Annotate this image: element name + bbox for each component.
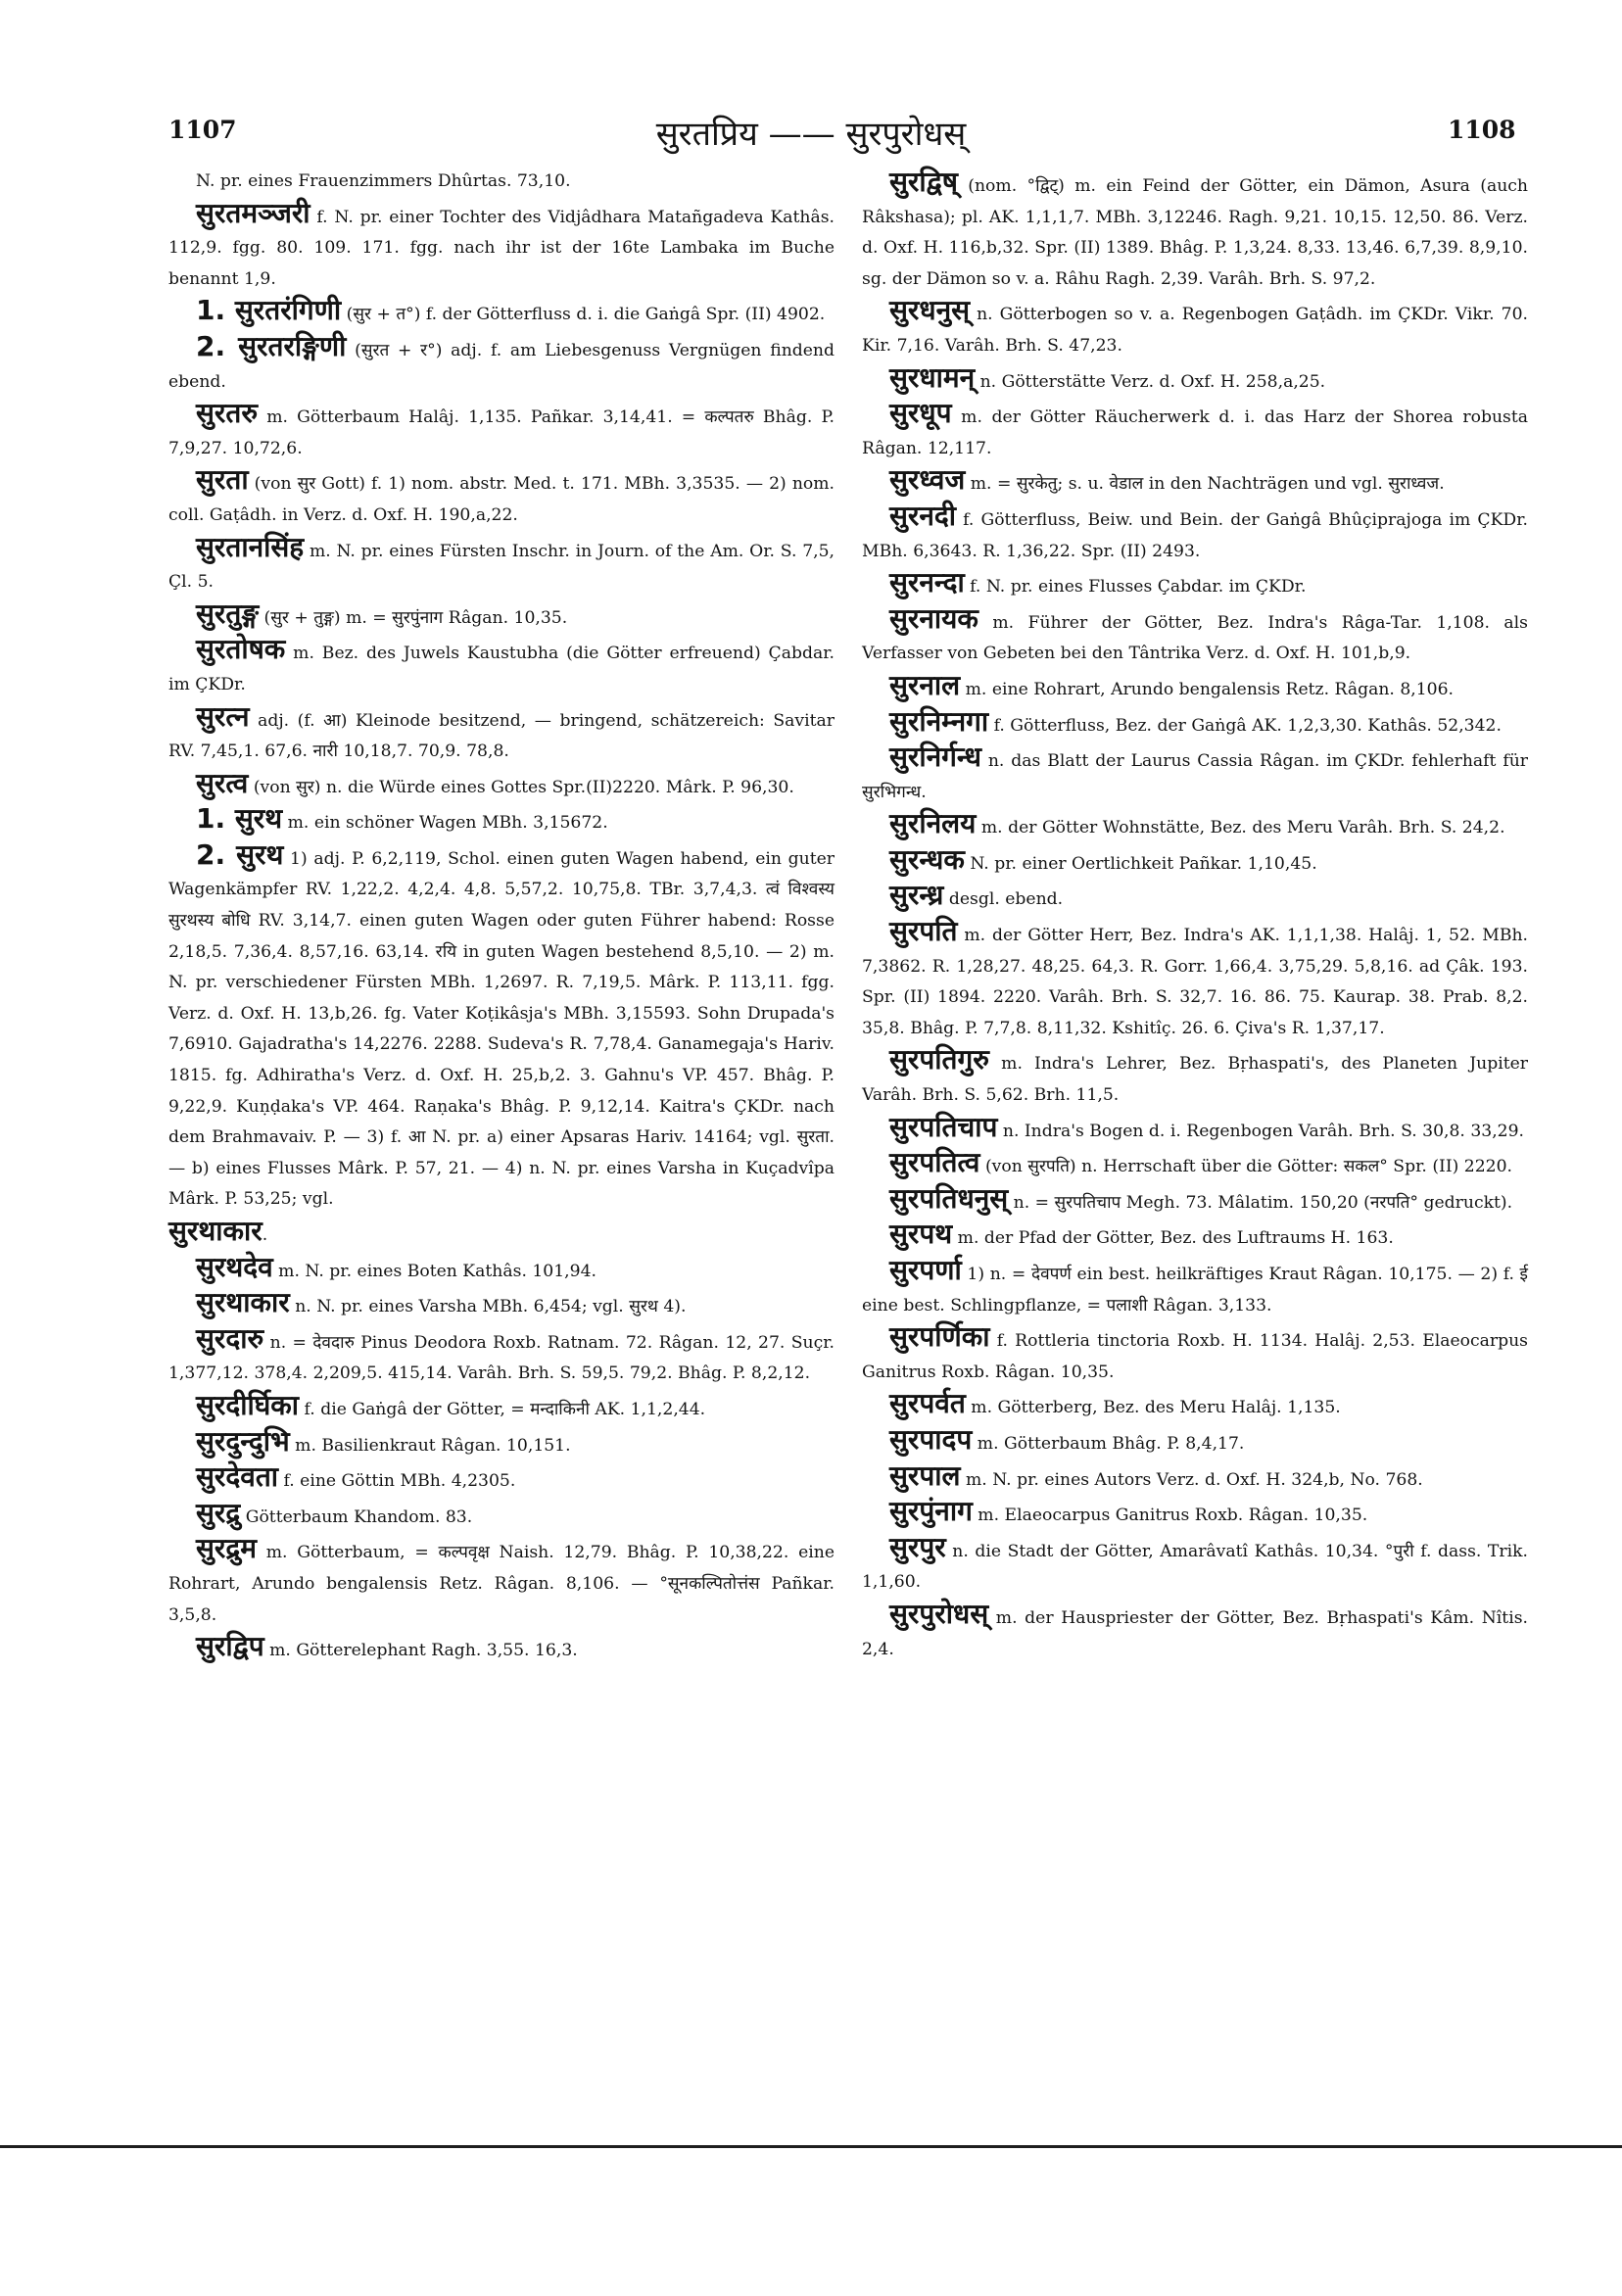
entry-headword: सुरनन्दा	[889, 566, 965, 599]
entry-text: m. Führer der Götter, Bez. Indra's Râga-Tar. 1,108. als Verfasser von Gebeten bei den Tântrika Verz. d. Oxf. H. 101,b,9.	[862, 612, 1528, 664]
entry-headword: सुरद्रु	[196, 1496, 241, 1529]
dictionary-entry	[862, 1532, 1528, 1599]
left-column	[168, 167, 835, 1667]
dictionary-entry	[862, 398, 1528, 464]
entry-headword: सुरपतिचाप	[889, 1110, 998, 1143]
entry-text: m. der Götter Räucherwerk d. i. das Harz der Shorea robusta Râgan. 12,117.	[862, 407, 1528, 458]
entry-text: f. Götterfluss, Beiw. und Bein. der Gaṅgâ Bhûçiprajoga im ÇKDr. MBh. 6,3643. R. 1,36,22. Spr. (II) 2493.	[862, 509, 1528, 561]
dictionary-entry	[862, 1147, 1528, 1183]
entry-headword: सुरधामन्	[889, 360, 976, 394]
dictionary-entry	[168, 701, 835, 768]
dictionary-entry	[862, 1321, 1528, 1388]
entry-text: f. N. pr. eines Flusses Çabdar. im ÇKDr.	[964, 577, 1307, 598]
entry-text: n. = देवदारु Pinus Deodora Roxb. Ratnam. 72. Râgan. 12, 27. Suçr. 1,377,12. 378,4. 2,209,5. 415,14. Varâh. Brh. S. 59,5. 79,2. Bhâg. P. 8,2,12.	[168, 1332, 835, 1384]
dictionary-entry	[862, 808, 1528, 844]
dictionary-entry	[168, 532, 835, 598]
dictionary-entry	[862, 1219, 1528, 1255]
entry-headword: सुरधनुस्	[889, 294, 971, 327]
dictionary-entry	[862, 567, 1528, 603]
entry-text: n. Indra's Bogen d. i. Regenbogen Varâh. Brh. S. 30,8. 33,29.	[997, 1121, 1525, 1141]
entry-text: (von सुरपति) n. Herrschaft über die Götter: सकल° Spr. (II) 2220.	[979, 1157, 1512, 1177]
entry-text: f. eine Göttin MBh. 4,2305.	[278, 1471, 516, 1492]
entry-headword: सुरनिर्गन्ध	[889, 741, 981, 774]
entry-text: n. Götterbogen so v. a. Regenbogen Gaṭâdh. im ÇKDr. Vikr. 70. Kir. 7,16. Varâh. Brh. S. 47,23.	[862, 305, 1528, 356]
entry-headword: सुरदारु	[196, 1321, 264, 1355]
right-column	[862, 167, 1528, 1665]
entry-headword: सुरनायक	[889, 601, 978, 635]
dictionary-entry	[862, 295, 1528, 361]
page-number-right: 1108	[1448, 116, 1516, 144]
entry-text: desgl. ebend.	[943, 889, 1064, 910]
entry-text: m. der Götter Herr, Bez. Indra's AK. 1,1,1,38. Halâj. 1, 52. MBh. 7,3862. R. 1,28,27. 48,25. 64,3. R. Gorr. 1,66,4. 3,75,29. 5,8,16. ad Çâk. 193. Spr. (II) 1894. 2220. Varâh. Brh. S. 32,7. 16. 86. 75. Kaurap. 38. Prab. 8,2. 35,8. Bhâg. P. 7,7,8. 8,11,32. Kshitîç. 26. 6. Çiva's R. 1,37,17.	[862, 926, 1528, 1038]
dictionary-entry	[862, 603, 1528, 670]
entry-text: .	[262, 1225, 268, 1245]
entry-headword: सुरपर्णिका	[889, 1320, 990, 1354]
entry-headword: सुरतरु	[196, 397, 259, 430]
entry-headword: सुरथाकार	[168, 1215, 262, 1247]
dictionary-entry	[862, 1424, 1528, 1460]
entry-text: adj. (f. आ) Kleinode besitzend, — bringend, schätzereich: Savitar RV. 7,45,1. 67,6. नारी 10,18,7. 70,9. 78,8.	[168, 710, 835, 762]
entry-headword: सुरपुंनाग	[889, 1495, 973, 1528]
entry-text: 1) adj. P. 6,2,119, Schol. einen guten Wagen habend, ein guter Wagenkämpfer RV. 1,22,2. 4,2,4. 4,8. 5,57,2. 10,75,8. TBr. 3,7,4,3. त्वं विश्वस्य सुरथस्य बोधि RV. 3,14,7. einen guten Wagen oder guten Führer habend: Rosse 2,18,5. 7,36,4. 8,57,16. 63,14. रयि in guten Wagen bestehend 8,5,10. — 2) m. N. pr. verschiedener Fürsten MBh. 1,2697. R. 7,19,5. Mârk. P. 113,11. fgg. Verz. d. Oxf. H. 13,b,26. fg. Vater Koṭikâsja's MBh. 3,15593. Sohn Drupada's 7,6910. Gajadratha's 14,2276. 2288. Sudeva's R. 7,78,4. Ganamegaja's Hariv. 1815. fg. Adhiratha's Verz. d. Oxf. H. 25,b,2. 3. Gahnu's VP. 457. Bhâg. P. 9,22,9. Kuṇḍaka's VP. 464. Raṇaka's Bhâg. P. 9,12,14. Kaitra's ÇKDr. nach dem Brahmavaiv. P. — 3) f. आ N. pr. a) einer Apsaras Hariv. 14164; vgl. सुरता. — b) eines Flusses Mârk. P. 57, 21. — 4) n. N. pr. eines Varsha in Kuçadvîpa Mârk. P. 53,25; vgl.	[168, 848, 835, 1210]
dictionary-entry	[862, 706, 1528, 742]
dictionary-entry	[168, 1252, 835, 1288]
entry-headword: सुरपति	[889, 915, 958, 948]
entry-text: f. N. pr. einer Tochter des Vidjâdhara Matañgadeva Kathâs. 112,9. fgg. 80. 109. 171. fgg. nach ihr ist der 16te Lambaka im Buche benannt 1,9.	[168, 207, 835, 289]
entry-headword: सुरपादप	[889, 1422, 973, 1456]
entry-headword: सुरपतिगुरु	[889, 1043, 990, 1076]
entry-text: 1) n. = देवपर्ण ein best. heilkräftiges Kraut Râgan. 10,175. — 2) f. ई eine best. Schlingpflanze, = पलाशी Râgan. 3,133.	[862, 1265, 1528, 1315]
running-title: सुरतप्रिय —— सुरपुरोधस्	[655, 115, 967, 154]
entry-text: (सुर + त°) f. der Götterfluss d. i. die Gaṅgâ Spr. (II) 4902.	[341, 305, 826, 325]
entry-headword: सुरतोषक	[196, 633, 286, 666]
dictionary-entry	[168, 1461, 835, 1498]
entry-headword: सुरत्व	[196, 766, 249, 799]
entry-headword: 2. सुरथ	[196, 837, 284, 871]
entry-text: m. der Hauspriester der Götter, Bez. Bṛhaspati's Kâm. Nîtis. 2,4.	[862, 1607, 1528, 1659]
entry-headword: सुरद्रुम	[196, 1532, 257, 1565]
dictionary-entry	[862, 1599, 1528, 1665]
entry-text: m. N. pr. eines Autors Verz. d. Oxf. H. 324,b, No. 768.	[960, 1469, 1423, 1490]
page-header	[0, 110, 1622, 159]
entry-text: (सुर + तुङ्ग) m. = सुरपुंनाग Râgan. 10,35.	[259, 607, 568, 628]
entry-headword: सुरदीर्घिका	[196, 1388, 300, 1421]
dictionary-entry	[168, 1631, 835, 1667]
entry-headword: सुरन्धक	[889, 842, 965, 876]
dictionary-entry	[168, 598, 835, 635]
dictionary-entry	[168, 1426, 835, 1462]
entry-text: n. N. pr. eines Varsha MBh. 6,454; vgl. सुरथ 4).	[289, 1297, 687, 1317]
entry-headword: सुरनाल	[889, 668, 961, 701]
entry-headword: सुरदेवता	[196, 1460, 279, 1494]
entry-text: m. ein schöner Wagen MBh. 3,15672.	[282, 813, 608, 834]
entry-headword: सुरपतित्व	[889, 1146, 980, 1179]
entry-text: m. der Götter Wohnstätte, Bez. des Meru Varâh. Brh. S. 24,2.	[976, 818, 1505, 838]
entry-headword: सुरद्विप	[196, 1630, 264, 1663]
entry-text: (von सुर) n. die Würde eines Gottes Spr.(II)2220. Mârk. P. 96,30.	[248, 777, 794, 797]
dictionary-entry	[168, 331, 835, 398]
dictionary-entry	[862, 670, 1528, 706]
entry-headword: 2. सुरतरङ्गिणी	[196, 329, 347, 362]
entry-headword: सुरपुरोधस्	[889, 1597, 989, 1630]
entry-headword: सुरपाल	[889, 1459, 961, 1492]
entry-headword: 1. सुरथ	[196, 802, 283, 836]
dictionary-entry	[168, 1216, 835, 1252]
dictionary-entry	[168, 398, 835, 464]
entry-text: n. das Blatt der Laurus Cassia Râgan. im ÇKDr. fehlerhaft für सुरभिगन्ध.	[862, 751, 1528, 802]
dictionary-entry	[862, 1388, 1528, 1424]
entry-headword: सुरथाकार	[196, 1286, 290, 1319]
page-number-left: 1107	[168, 116, 237, 144]
dictionary-entry	[168, 1287, 835, 1323]
entry-text: m. Götterbaum Halâj. 1,135. Pañkar. 3,14,41. = कल्पतरु Bhâg. P. 7,9,27. 10,72,6.	[168, 407, 835, 458]
dictionary-entry	[862, 1255, 1528, 1321]
entry-text: n. = सुरपतिचाप Megh. 73. Mâlatim. 150,20 (नरपति° gedruckt).	[1008, 1192, 1513, 1213]
entry-text: f. die Gaṅgâ der Götter, = मन्दाकिनी AK. 1,1,2,44.	[299, 1399, 706, 1419]
entry-text: m. Götterbaum Bhâg. P. 8,4,17.	[972, 1433, 1245, 1454]
bottom-rule	[0, 2145, 1622, 2148]
dictionary-entry	[168, 634, 835, 700]
dictionary-entry	[168, 1498, 835, 1534]
entry-headword: सुरपुर	[889, 1530, 946, 1563]
entry-headword: सुरतमञ्जरी	[196, 196, 310, 229]
entry-text: Götterbaum Khandom. 83.	[240, 1507, 473, 1527]
entry-headword: सुरपथ	[889, 1218, 953, 1251]
dictionary-entry	[862, 362, 1528, 399]
entry-text: m. Bez. des Juwels Kaustubha (die Götter erfreuend) Çabdar. im ÇKDr.	[168, 644, 835, 694]
entry-text: N. pr. eines Frauenzimmers Dhûrtas. 73,10.	[196, 171, 571, 191]
entry-headword: सुरपर्णा	[889, 1254, 962, 1286]
dictionary-entry	[168, 803, 835, 839]
dictionary-entry	[168, 198, 835, 296]
entry-text: m. Götterelephant Ragh. 3,55. 16,3.	[263, 1641, 578, 1661]
dictionary-entry	[862, 1496, 1528, 1532]
dictionary-entry	[862, 844, 1528, 881]
dictionary-entry	[168, 839, 835, 1216]
entry-text: m. Götterbaum, = कल्पवृक्ष Naish. 12,79. Bhâg. P. 10,38,22. eine Rohrart, Arundo bengalensis Retz. Râgan. 8,106. — °सूनकल्पितोत्तंस Pañkar. 3,5,8.	[168, 1543, 835, 1625]
entry-headword: सुरन्ध्र	[889, 879, 944, 912]
dictionary-entry	[862, 1112, 1528, 1148]
dictionary-entry	[168, 1533, 835, 1631]
dictionary-entry	[168, 1390, 835, 1426]
entry-text: (सुरत + र°) adj. f. am Liebesgenuss Vergnügen findend ebend.	[168, 340, 835, 392]
entry-headword: सुरद्विष्	[889, 166, 958, 198]
entry-text: f. Rottleria tinctoria Roxb. H. 1134. Halâj. 2,53. Elaeocarpus Ganitrus Roxb. Râgan. 10,35.	[862, 1331, 1528, 1382]
dictionary-entry	[862, 167, 1528, 295]
dictionary-entry	[862, 741, 1528, 808]
dictionary-entry	[168, 464, 835, 531]
dictionary-entry	[168, 295, 835, 331]
entry-text: (von सुर Gott) f. 1) nom. abstr. Med. t. 171. MBh. 3,3535. — 2) nom. coll. Gaṭâdh. in Verz. d. Oxf. H. 190,a,22.	[168, 474, 835, 525]
dictionary-entry	[168, 1323, 835, 1390]
entry-headword: सुरधूप	[889, 397, 952, 430]
entry-text: n. die Stadt der Götter, Amarâvatî Kathâs. 10,34. °पुरी f. dass. Trik. 1,1,60.	[862, 1541, 1528, 1593]
dictionary-entry	[862, 880, 1528, 916]
dictionary-entry	[862, 916, 1528, 1044]
entry-text: m. der Pfad der Götter, Bez. des Luftraums H. 163.	[952, 1228, 1394, 1249]
dictionary-entry	[862, 1183, 1528, 1220]
dictionary-entry	[862, 501, 1528, 567]
entry-text: m. Basilienkraut Râgan. 10,151.	[289, 1435, 571, 1456]
entry-text: m. eine Rohrart, Arundo bengalensis Retz. Râgan. 8,106.	[960, 679, 1455, 699]
entry-text: N. pr. einer Oertlichkeit Pañkar. 1,10,45.	[964, 853, 1317, 874]
entry-headword: सुरता	[196, 463, 249, 497]
entry-headword: सुरतानसिंह	[196, 530, 305, 563]
entry-text: m. N. pr. eines Boten Kathâs. 101,94.	[272, 1261, 596, 1281]
entry-headword: सुरदुन्दुभि	[196, 1424, 290, 1458]
entry-headword: सुरनिलय	[889, 807, 977, 840]
dictionary-entry	[168, 768, 835, 804]
dictionary-entry	[168, 167, 835, 198]
entry-headword: सुरनिम्नगा	[889, 704, 989, 738]
entry-headword: 1. सुरतरंगिणी	[196, 294, 342, 327]
entry-text: m. N. pr. eines Fürsten Inschr. in Journ. of the Am. Or. S. 7,5, Çl. 5.	[168, 541, 835, 593]
entry-text: (nom. °द्विट्) m. ein Feind der Götter, ein Dämon, Asura (auch Râkshasa); pl. AK. 1,1,1,7. MBh. 3,12246. Ragh. 9,21. 10,15. 12,50. 86. Verz. d. Oxf. H. 116,b,32. Spr. (II) 1389. Bhâg. P. 1,3,24. 8,33. 13,46. 6,7,39. 8,9,10. sg. der Dämon so v. a. Râhu Ragh. 2,39. Varâh. Brh. S. 97,2.	[862, 176, 1528, 289]
entry-headword: सुरपतिधनुस्	[889, 1181, 1009, 1215]
entry-text: m. Indra's Lehrer, Bez. Bṛhaspati's, des Planeten Jupiter Varâh. Brh. S. 5,62. Brh. 11,5.	[862, 1054, 1528, 1106]
entry-text: m. Götterberg, Bez. des Meru Halâj. 1,135.	[965, 1398, 1341, 1418]
entry-text: m. Elaeocarpus Ganitrus Roxb. Râgan. 10,35.	[972, 1506, 1368, 1526]
entry-headword: सुरतुङ्ग	[196, 597, 260, 630]
entry-headword: सुरत्न	[196, 699, 250, 733]
entry-headword: सुरथदेव	[196, 1250, 273, 1283]
entry-text: f. Götterfluss, Bez. der Gaṅgâ AK. 1,2,3,30. Kathâs. 52,342.	[988, 715, 1502, 736]
entry-headword: सुरनदी	[889, 499, 957, 532]
dictionary-entry	[862, 1460, 1528, 1497]
entry-text: m. = सुरकेतु; s. u. वेडाल in den Nachträgen und vgl. सुराध्वज.	[965, 474, 1445, 495]
entry-text: n. Götterstätte Verz. d. Oxf. H. 258,a,25.	[975, 371, 1326, 392]
entry-headword: सुरध्वज	[889, 463, 966, 497]
dictionary-entry	[862, 1044, 1528, 1111]
dictionary-entry	[862, 464, 1528, 501]
entry-headword: सुरपर्वत	[889, 1387, 966, 1420]
